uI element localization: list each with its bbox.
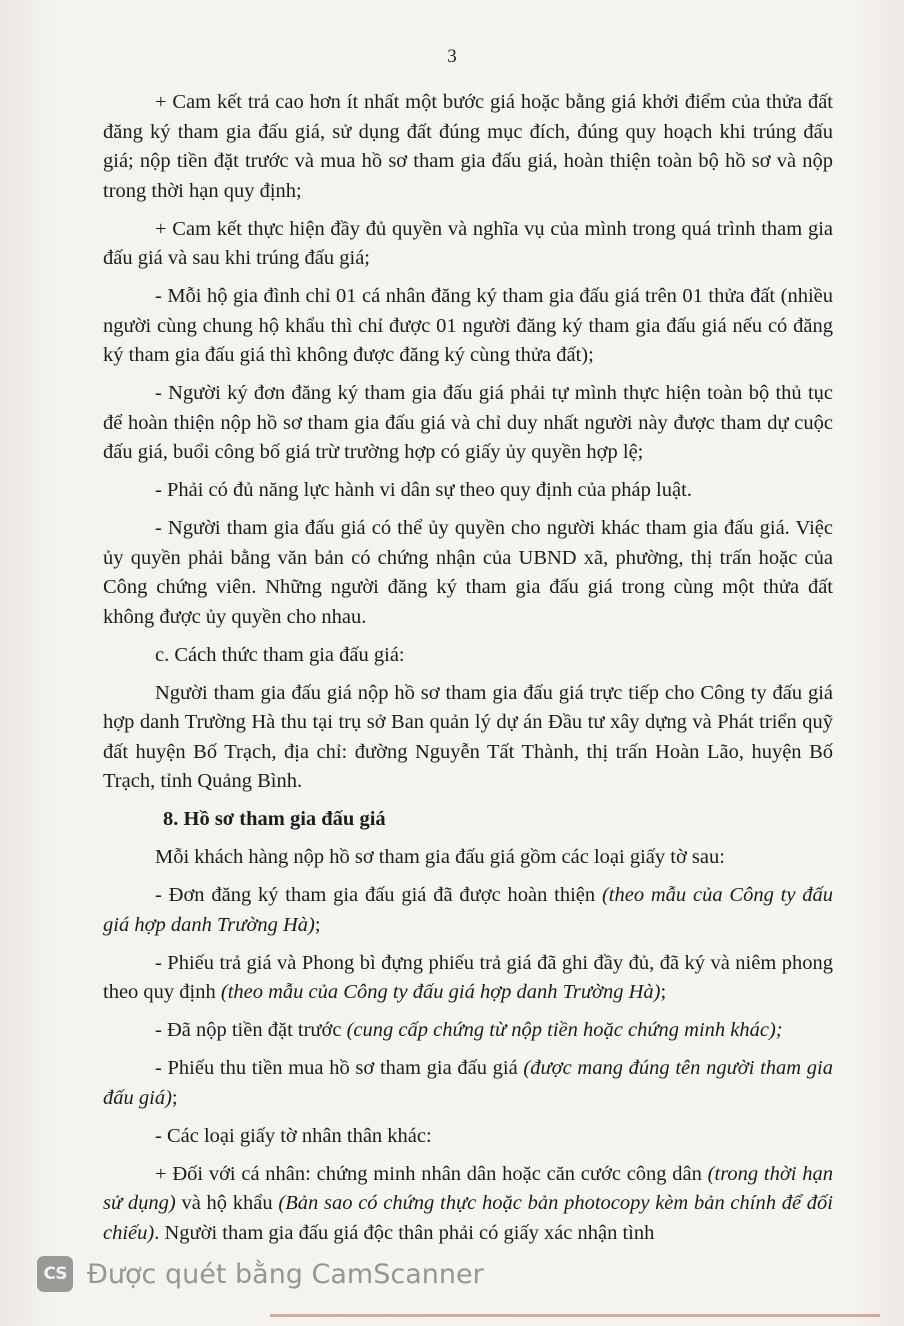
page-number: 3 bbox=[447, 46, 457, 67]
paragraph-text: Mỗi khách hàng nộp hồ sơ tham gia đấu giá gồm các loại giấy tờ sau: bbox=[155, 846, 725, 868]
paragraph: - Phải có đủ năng lực hành vi dân sự theo quy định của pháp luật. bbox=[155, 479, 692, 501]
section-heading: 8. Hồ sơ tham gia đấu giá bbox=[163, 808, 386, 830]
page-bottom-edge bbox=[270, 1314, 880, 1317]
paragraph: + Cam kết trả cao hơn ít nhất một bước giá hoặc bằng giá khởi điểm của thửa đất đăng ký tham gia đấu giá, sử dụng đất đúng mục đích, đúng quy hoạch khi trúng đấu giá; nộp tiền đặt trước và mua hồ sơ tham gia đấu giá, hoàn thiện toàn bộ hồ sơ và nộp trong thời hạn quy định; bbox=[103, 91, 833, 202]
paragraph: c. Cách thức tham gia đấu giá: bbox=[155, 643, 405, 666]
paragraph-text: - Đã nộp tiền đặt trước bbox=[155, 1019, 347, 1041]
paragraph bbox=[103, 1054, 833, 1113]
paragraph: - Người ký đơn đăng ký tham gia đấu giá phải tự mình thực hiện toàn bộ thủ tục để hoàn thiện nộp hồ sơ tham gia đấu giá và chỉ duy nhất người này được tham dự cuộc đấu giá, buổi công bố giá trừ trường hợp có giấy ủy quyền hợp lệ; bbox=[103, 382, 833, 463]
paragraph-text-after: ; bbox=[314, 913, 321, 936]
paragraph-italic: (theo mẫu của Công ty đấu giá hợp danh Trường Hà) bbox=[103, 884, 833, 936]
paragraph-text: - Đơn đăng ký tham gia đấu giá đã được hoàn thiện bbox=[155, 884, 602, 906]
paragraph: - Người tham gia đấu giá có thể ủy quyền cho người khác tham gia đấu giá. Việc ủy quyền phải bằng văn bản có chứng nhận của UBND xã, phường, thị trấn hoặc của Công chứng viên. Những người đăng ký tham gia đấu giá trong cùng một thửa đất không được ủy quyền cho nhau. bbox=[103, 517, 833, 628]
paragraph bbox=[103, 881, 833, 940]
paragraph: + Cam kết thực hiện đầy đủ quyền và nghĩa vụ của mình trong quá trình tham gia đấu giá và sau khi trúng đấu giá; bbox=[103, 217, 833, 269]
paragraph-italic: (trong thời hạn sử dụng) bbox=[103, 1162, 833, 1214]
document-body bbox=[103, 88, 833, 1257]
watermark-text: Được quét bằng CamScanner bbox=[87, 1258, 484, 1290]
paragraph bbox=[103, 843, 833, 873]
paragraph-italic: (được mang đúng tên người tham gia đấu giá) bbox=[103, 1057, 833, 1109]
paragraph bbox=[103, 1122, 833, 1152]
paragraph-italic: (theo mẫu của Công ty đấu giá hợp danh Trường Hà) bbox=[220, 981, 661, 1003]
paragraph bbox=[103, 949, 833, 1008]
paragraph bbox=[103, 1016, 833, 1046]
paragraph-text-after: . Người tham gia đấu giá độc thân phải có giấy xác nhận tình bbox=[154, 1221, 655, 1244]
paragraph-text-after: ; bbox=[660, 981, 667, 1003]
paragraph-italic: (Bản sao có chứng thực hoặc bản photocopy kèm bản chính để đối chiếu) bbox=[103, 1192, 834, 1244]
paragraph bbox=[103, 1160, 833, 1249]
paragraph-text: - Phiếu thu tiền mua hồ sơ tham gia đấu giá bbox=[155, 1057, 524, 1079]
camscanner-watermark bbox=[37, 1254, 484, 1294]
paragraph-text-after: ; bbox=[171, 1086, 178, 1109]
paragraph-italic: (cung cấp chứng từ nộp tiền hoặc chứng minh khác); bbox=[346, 1019, 783, 1041]
camscanner-icon: CS bbox=[37, 1256, 73, 1292]
paragraph: - Mỗi hộ gia đình chỉ 01 cá nhân đăng ký tham gia đấu giá trên 01 thửa đất (nhiều người cùng chung hộ khẩu thì chỉ được 01 người đăng ký tham gia đấu giá nếu có đăng ký tham gia đấu giá thì không được đăng ký cùng thửa đất); bbox=[103, 285, 833, 366]
paragraph-text-after: và hộ khẩu bbox=[175, 1192, 279, 1214]
paragraph-text: - Các loại giấy tờ nhân thân khác: bbox=[155, 1124, 432, 1147]
paragraph-text: + Đối với cá nhân: chứng minh nhân dân hoặc căn cước công dân bbox=[155, 1162, 708, 1185]
paragraph: Người tham gia đấu giá nộp hồ sơ tham gia đấu giá trực tiếp cho Công ty đấu giá hợp danh Trường Hà thu tại trụ sở Ban quản lý dự án Đầu tư xây dựng và Phát triển quỹ đất huyện Bố Trạch, địa chỉ: đường Nguyễn Tất Thành, thị trấn Hoàn Lão, huyện Bố Trạch, tỉnh Quảng Bình. bbox=[103, 681, 833, 792]
paragraph-text: - Phiếu trả giá và Phong bì đựng phiếu trả giá đã ghi đầy đủ, đã ký và niêm phong theo quy định bbox=[103, 951, 833, 1003]
